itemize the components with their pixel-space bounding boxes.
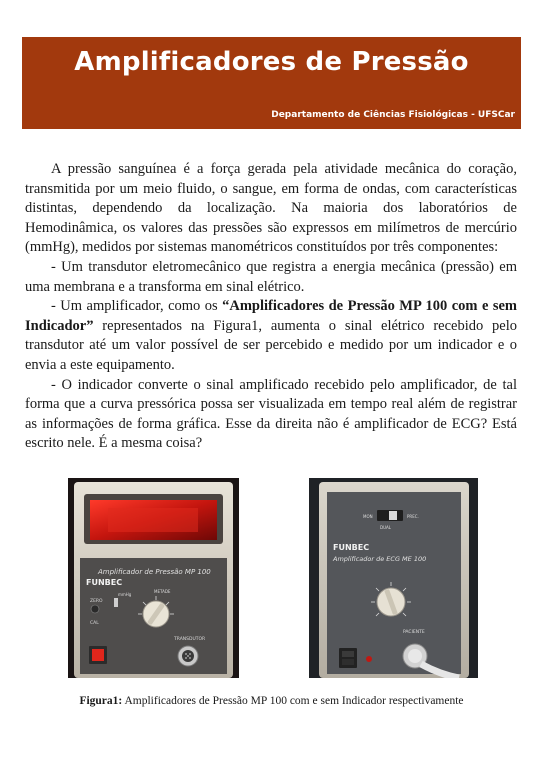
right-prec-label: PREC. <box>407 514 419 519</box>
caption-text: Amplificadores de Pressão MP 100 com e sem Indicador respectivamente <box>122 695 464 707</box>
right-model-label: Amplificador de ECG ME 100 <box>333 555 427 563</box>
paragraph-amplifier <box>25 297 517 375</box>
left-cal-label: CAL <box>90 621 99 626</box>
left-mmhg-label: mmHg <box>118 592 132 597</box>
article-body <box>25 160 517 454</box>
paragraph-indicator: - O indicador converte o sinal amplificado recebido pelo amplificador, de tal forma que a curva pressórica possa ser visualizada em tempo real além de registrar as informações de forma gráfica. Esse da direita não é amplificador de ECG? Está escrito nele. É a mesma coisa? <box>25 376 517 452</box>
caption-label: Figura1: <box>79 695 123 707</box>
left-brand-label: FUNBEC <box>86 578 123 587</box>
figure-caption <box>0 695 543 707</box>
right-brand-label: FUNBEC <box>333 543 370 552</box>
right-dual-label: DUAL <box>380 525 391 530</box>
photo-amplifier-with-indicator <box>68 478 239 678</box>
paragraph-transducer: - Um transdutor eletromecânico que registra a energia mecânica (pressão) em uma membrana e a transforma em sinal elétrico. <box>25 258 517 295</box>
mode-slider-icon <box>389 511 397 520</box>
power-indicator-light-icon <box>366 656 372 662</box>
amplifier-text-end: representados na Figura1, aumenta o sinal elétrico recebido pelo transdutor até um valor possível de ser percebido e medido por um indicador e o envia a este equipamento. <box>25 317 517 373</box>
header-banner <box>22 37 521 129</box>
photo-amplifier-without-indicator <box>309 478 478 678</box>
page-title: Amplificadores de Pressão <box>74 47 469 77</box>
left-model-label: Amplificador de Pressão MP 100 <box>98 568 211 576</box>
left-zero-label: ZERO <box>90 599 103 604</box>
right-patient-label: PACIENTE <box>403 630 425 635</box>
amplifier-with-indicator-image <box>68 478 239 678</box>
left-metade-label: METADE <box>154 589 171 594</box>
amplifier-text-start: - Um amplificador, como os <box>51 298 223 315</box>
power-switch-icon <box>92 649 104 661</box>
zero-knob-icon <box>91 605 99 613</box>
amplifier-without-indicator-image <box>309 478 478 678</box>
paragraph-intro: A pressão sanguínea é a força gerada pela atividade mecânica do coração, transmitida por um meio fluido, o sangue, em forma de ondas, com características distintas, dependendo da localização. Na maioria dos laboratórios de Hemodinâmica, os valores das pressões são expressos em milímetros de mercúrio (mmHg), medidos por sistemas manométricos constituídos por três componentes: <box>25 161 517 256</box>
toggle-switch-icon <box>114 598 118 607</box>
amplifier-bold-text: “Amplificadores de Pressão MP 100 com e sem Indicador” <box>25 298 517 334</box>
right-mon-label: MON <box>363 514 373 519</box>
department-label: Departamento de Ciências Fisiológicas - UFSCar <box>271 110 515 120</box>
left-transducer-label: TRANSDUTOR <box>174 637 206 642</box>
